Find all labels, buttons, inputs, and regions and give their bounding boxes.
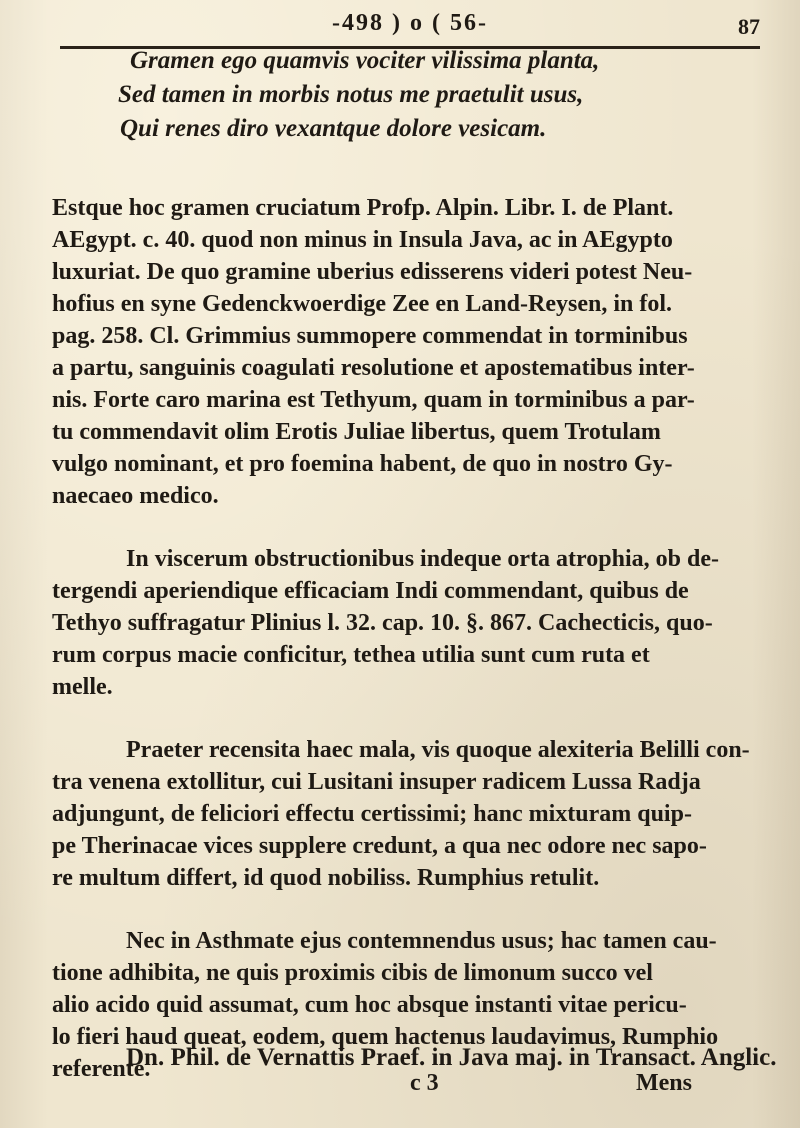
paragraph-3 (52, 734, 767, 894)
text-line: rum corpus macie conficitur, tethea utilia sunt cum ruta et (52, 642, 650, 668)
text-line: adjungunt, de feliciori effectu certissimi; hanc mixturam quip- (52, 801, 692, 827)
text-line: pag. 258. Cl. Grimmius summopere commendat in torminibus (52, 323, 688, 349)
text-line: referente. (52, 1056, 151, 1082)
text-line: lo fieri haud queat, eodem, quem hactenus laudavimus, Rumphio (52, 1024, 719, 1050)
text-line: tu commendavit olim Erotis Juliae libertus, quem Trotulam (52, 419, 661, 445)
paragraph-2 (52, 543, 767, 703)
text-line: nis. Forte caro marina est Tethyum, quam in torminibus a par- (52, 387, 695, 413)
verse-line: Sed tamen in morbis notus me praetulit usus, (118, 81, 584, 108)
text-line: vulgo nominant, et pro foemina habent, de quo in nostro Gy- (52, 451, 673, 477)
page-number: 87 (738, 14, 760, 39)
text-line: Nec in Asthmate ejus contemnendus usus; hac tamen cau- (126, 928, 717, 954)
text-line: melle. (52, 674, 113, 700)
verse-line: Gramen ego quamvis vociter vilissima planta, (130, 47, 600, 74)
verse-line: Qui renes diro vexantque dolore vesicam. (120, 115, 547, 142)
text-line: tra venena extollitur, cui Lusitani insuper radicem Lussa Radja (52, 769, 701, 795)
verse-block (110, 44, 730, 146)
text-line: Estque hoc gramen cruciatum Profp. Alpin. Libr. I. de Plant. (52, 195, 674, 221)
text-line: tergendi aperiendique efficaciam Indi commendant, quibus de (52, 578, 689, 604)
text-line: alio acido quid assumat, cum hoc absque instanti vitae pericu- (52, 992, 687, 1018)
text-line: In viscerum obstructionibus indeque orta atrophia, ob de- (126, 546, 719, 572)
text-line: a partu, sanguinis coagulati resolutione et apostematibus inter- (52, 355, 695, 381)
catchword: Mens (636, 1070, 692, 1096)
text-line: Praeter recensita haec mala, vis quoque alexiteria Belilli con- (126, 737, 750, 763)
text-line: tione adhibita, ne quis proximis cibis de limonum succo vel (52, 960, 653, 986)
main-text (52, 192, 777, 1116)
attribution-line: Dn. Phil. de Vernattis Praef. in Java maj. in Transact. Anglic. (126, 1044, 777, 1071)
text-line: naecaeo medico. (52, 483, 219, 509)
text-line: hofius en syne Gedenckwoerdige Zee en Land-Reysen, in fol. (52, 291, 673, 317)
signature-mark: c 3 (410, 1070, 439, 1096)
text-line: pe Therinacae vices supplere credunt, a qua nec odore nec sapo- (52, 833, 707, 859)
page-footer (0, 1070, 800, 1102)
header-ornament: -498 ) o ( 56- (332, 10, 488, 36)
text-line: luxuriat. De quo gramine uberius edisserens videri potest Neu- (52, 259, 693, 285)
text-line: Tethyo suffragatur Plinius l. 32. cap. 10. §. 867. Cachecticis, quo- (52, 610, 713, 636)
paragraph-1 (52, 192, 767, 512)
text-line: re multum differt, id quod nobiliss. Rumphius retulit. (52, 865, 600, 891)
text-line: AEgypt. c. 40. quod non minus in Insula Java, ac in AEgypto (52, 227, 673, 253)
